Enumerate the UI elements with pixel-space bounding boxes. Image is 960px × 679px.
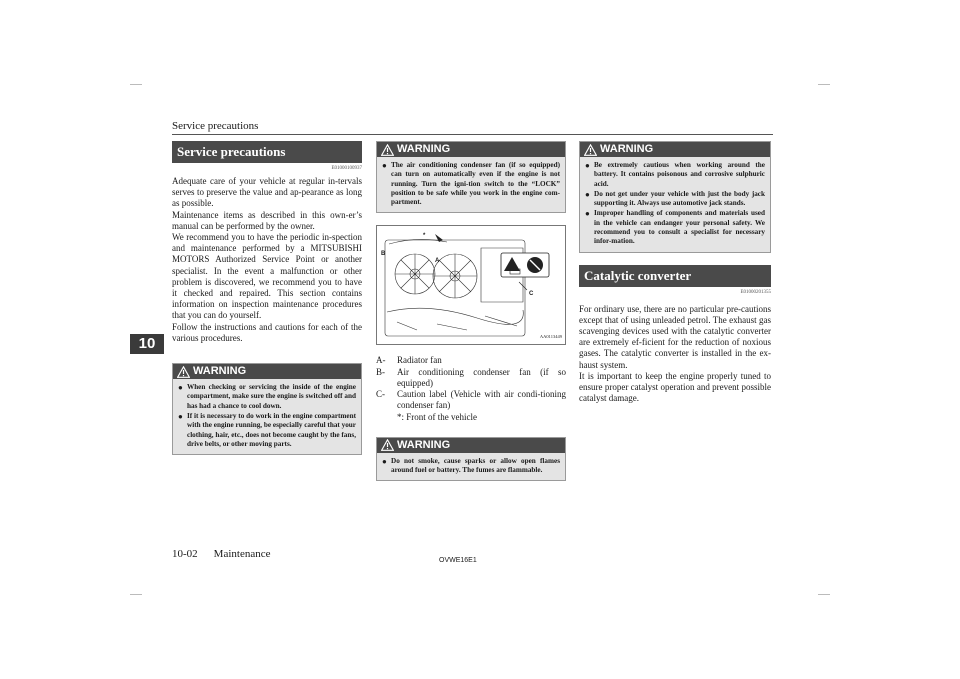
paragraph: Adequate care of your vehicle at regular in-tervals serves to preserve the value and ap-pearance as long as possible. bbox=[172, 176, 362, 209]
warning-item: ● Do not get under your vehicle with just the body jack supporting it. Always use automotive jack stands. bbox=[585, 189, 765, 208]
figure-label-a: A bbox=[435, 258, 440, 265]
column-3 bbox=[579, 141, 771, 405]
legend-item: C- Caution label (Vehicle with air condi-tioning condenser fan) bbox=[376, 389, 566, 411]
warning-item: ● Be extremely cautious when working around the battery. It contains poisonous and corrosive sulphuric acid. bbox=[585, 161, 765, 188]
warning-label: WARNING bbox=[397, 142, 451, 155]
paragraph: We recommend you to have the periodic in-spection and maintenance performed by a MITSUBISHI MOTORS Authorized Service Point or another specialist. In the event a malfunction or other problem is discovered, we recommend you to have it checked and repaired. This section contains information on inspection maintenance procedures that you can do yourself. bbox=[172, 232, 362, 321]
section-title-service-precautions: Service precautions bbox=[172, 141, 362, 163]
warning-header bbox=[580, 142, 770, 157]
bullet-icon: ● bbox=[178, 383, 183, 393]
paragraph: It is important to keep the engine properly tuned to ensure proper catalyst operation and prevent possible catalyst damage. bbox=[579, 370, 771, 404]
figure-legend bbox=[376, 355, 566, 422]
paragraph: Follow the instructions and cautions for each of the various procedures. bbox=[172, 321, 362, 343]
legend-note: *: Front of the vehicle bbox=[397, 411, 477, 422]
engine-illustration bbox=[377, 226, 565, 344]
bullet-icon: ● bbox=[585, 189, 590, 199]
crop-mark bbox=[818, 594, 830, 595]
warning-item: ● Do not smoke, cause sparks or allow open flames around fuel or battery. The fumes are flammable. bbox=[382, 456, 560, 474]
column-1 bbox=[172, 141, 362, 455]
section-code: E01000100937 bbox=[331, 166, 362, 171]
warning-box bbox=[579, 141, 771, 253]
paragraph: Maintenance items as described in this own-er’s manual can be performed by the owner. bbox=[172, 209, 362, 231]
header-rule bbox=[172, 134, 773, 135]
warning-triangle-icon bbox=[584, 144, 597, 156]
bullet-icon: ● bbox=[585, 161, 590, 170]
bullet-icon: ● bbox=[178, 411, 183, 421]
crop-mark bbox=[818, 84, 830, 85]
figure-code: AA0113449 bbox=[539, 334, 562, 340]
warning-item: ● If it is necessary to do work in the engine compartment with the engine running, be especially careful that your clothing, hair, etc., does not become caught by the fans, drive belts, or other moving parts. bbox=[178, 411, 356, 448]
warning-triangle-icon bbox=[177, 366, 190, 378]
document-code: OVWE16E1 bbox=[439, 557, 477, 564]
section-title-catalytic-converter: Catalytic converter bbox=[579, 265, 771, 287]
crop-mark bbox=[130, 594, 142, 595]
warning-header bbox=[377, 142, 565, 157]
bullet-icon: ● bbox=[382, 161, 387, 170]
warning-label: WARNING bbox=[397, 438, 451, 451]
warning-header bbox=[377, 438, 565, 453]
warning-triangle-icon bbox=[381, 439, 394, 451]
running-head: Service precautions bbox=[172, 120, 259, 132]
warning-item: ● When checking or servicing the inside of the engine compartment, make sure the engine is switched off and has had a chance to cool down. bbox=[178, 383, 356, 410]
figure-label-front: * bbox=[423, 233, 426, 240]
warning-header bbox=[173, 364, 361, 379]
legend-item: B- Air conditioning condenser fan (if so equipped) bbox=[376, 366, 566, 388]
warning-label: WARNING bbox=[193, 364, 247, 377]
footer-chapter: Maintenance bbox=[213, 548, 271, 560]
legend-item: A- Radiator fan bbox=[376, 355, 442, 366]
warning-item: ● Improper handling of components and materials used in the vehicle can endanger your personal safety. We recommend you to consult a specialist for necessary infor-mation. bbox=[585, 209, 765, 246]
warning-box bbox=[376, 141, 566, 213]
warning-label: WARNING bbox=[600, 142, 654, 155]
bullet-icon: ● bbox=[585, 209, 590, 219]
page-number: 10-02 bbox=[172, 548, 198, 560]
engine-compartment-figure bbox=[376, 225, 566, 345]
warning-item: ● The air conditioning condenser fan (if so equipped) can turn on automatically even if the engine is not running. Turn the igni-tion switch to the “LOCK” position to be safe while you work in the engine com-partment. bbox=[382, 161, 560, 207]
figure-label-c: C bbox=[529, 291, 534, 298]
paragraph: For ordinary use, there are no particular pre-cautions except that of using unleaded petrol. The exhaust gas scavenging devices used with the catalytic converter are extremely ef-ficient for the reduction of noxious gases. The catalytic converter is installed in the ex-haust system. bbox=[579, 303, 771, 370]
chapter-tab: 10 bbox=[130, 334, 164, 354]
figure-label-b: B bbox=[381, 251, 386, 258]
warning-box bbox=[172, 363, 362, 455]
warning-triangle-icon bbox=[381, 144, 394, 156]
footer bbox=[172, 548, 270, 560]
bullet-icon: ● bbox=[382, 456, 387, 466]
column-2 bbox=[376, 141, 566, 481]
crop-mark bbox=[130, 84, 142, 85]
warning-box bbox=[376, 437, 566, 482]
section-code: E01000201355 bbox=[740, 289, 771, 295]
